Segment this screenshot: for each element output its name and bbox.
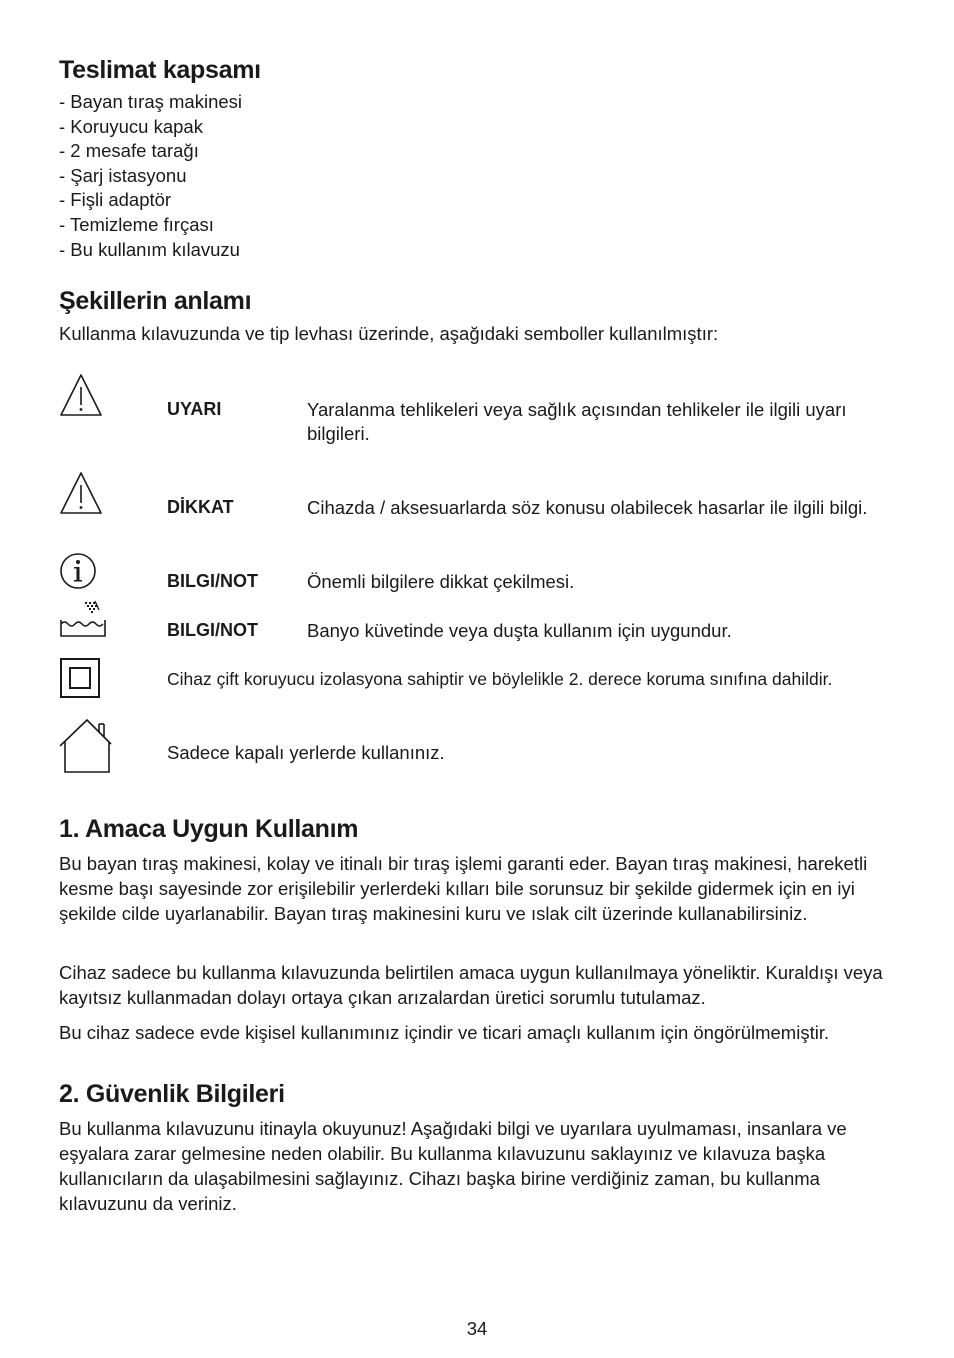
delivery-heading: Teslimat kapsamı <box>59 56 261 84</box>
symbol-text: Cihazda / aksesuarlarda söz konusu olabilecek hasarlar ile ilgili bilgi. <box>307 497 868 518</box>
symbol-label: UYARI <box>167 399 222 419</box>
caution-triangle-icon <box>59 470 103 516</box>
intended-use-paragraph-3: Bu cihaz sadece evde kişisel kullanımınız içindir ve ticari amaçlı kullanım için öngörülmemiştir. <box>59 1022 830 1043</box>
house-icon <box>59 718 113 774</box>
symbols-heading: Şekillerin anlamı <box>59 287 252 315</box>
list-item: - Bayan tıraş makinesi <box>59 91 243 112</box>
safety-heading: 2. Güvenlik Bilgileri <box>59 1080 285 1108</box>
delivery-list <box>59 90 242 262</box>
symbol-label: BILGI/NOT <box>167 620 258 640</box>
list-item: - Koruyucu kapak <box>59 115 203 137</box>
symbol-label: BILGI/NOT <box>167 571 258 591</box>
symbol-text: Yaralanma tehlikeleri veya sağlık açısından tehlikeler ile ilgili uyarı bilgileri. <box>307 399 847 444</box>
intended-use-paragraph-1: Bu bayan tıraş makinesi, kolay ve itinalı bir tıraş işlemi garanti eder. Bayan tıraş makinesi, hareketli kesme başı sayesinde zor erişilebilir yerlerdeki kılları bile sorunsuz bir şekilde gidermek için en iyi şekilde cilde uyarlanabilir. Bayan tıraş makinesini kuru ve ıslak cilt üzerinde kullanabilirsiniz. <box>59 853 868 924</box>
safety-paragraph-1: Bu kullanma kılavuzunu itinayla okuyunuz! Aşağıdaki bilgi ve uyarılara uyulmaması, insanlara ve eşyalara zarar gelmesine neden olabilir. Bu kullanma kılavuzunu saklayınız ve kılavuza başka kullanıcıların da ulaşabilmesini sağlayınız. Cihazı başka birine verdiğiniz zaman, bu kullanma kılavuzunu da veriniz. <box>59 1118 847 1214</box>
list-item: - Fişli adaptör <box>59 189 172 211</box>
intended-use-heading: 1. Amaca Uygun Kullanım <box>59 815 359 843</box>
list-item: - Şarj istasyonu <box>59 164 187 186</box>
intended-use-paragraph-2: Cihaz sadece bu kullanma kılavuzunda belirtilen amaca uygun kullanılmaya yöneliktir. Kuraldışı veya kayıtsız kullanmadan dolayı ortaya çıkan arızalardan üretici sorumlu tutulamaz. <box>59 962 883 1008</box>
info-icon <box>59 552 97 590</box>
list-item: - Bu kullanım kılavuzu <box>59 238 240 260</box>
list-item: - 2 mesafe tarağı <box>59 140 199 162</box>
symbol-text: Banyo küvetinde veya duşta kullanım için uygundur. <box>307 620 732 641</box>
symbol-text: Sadece kapalı yerlerde kullanınız. <box>167 742 445 763</box>
symbols-intro: Kullanma kılavuzunda ve tip levhası üzerinde, aşağıdaki semboller kullanılmıştır: <box>59 323 719 344</box>
warning-triangle-icon <box>59 372 103 418</box>
symbol-text: Cihaz çift koruyucu izolasyona sahiptir ve böylelikle 2. derece koruma sınıfına dahildir. <box>167 669 833 689</box>
page-number: 34 <box>466 1318 488 1339</box>
shower-bath-icon <box>59 600 107 640</box>
double-insulation-icon <box>59 657 101 699</box>
list-item: - Temizleme fırçası <box>59 213 214 235</box>
symbol-text: Önemli bilgilere dikkat çekilmesi. <box>307 571 575 592</box>
symbol-label: DİKKAT <box>167 497 234 517</box>
